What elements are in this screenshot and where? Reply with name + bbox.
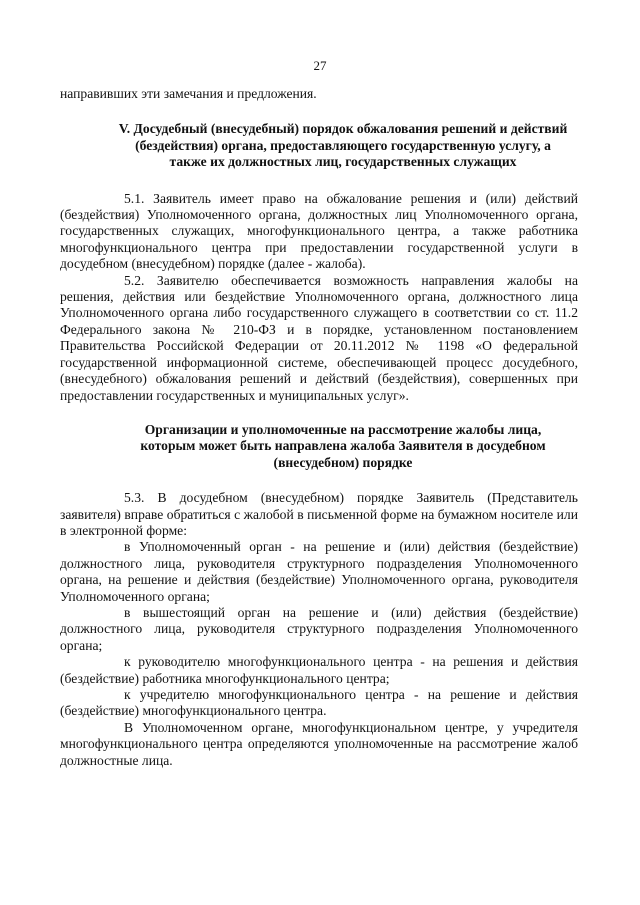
document-body — [60, 86, 578, 769]
section-heading: V. Досудебный (внесудебный) порядок обжалования решений и действий (бездействия) органа, предоставляющего государственную услугу, а также их должностных лиц, государственных служащих — [118, 121, 568, 170]
continuation-paragraph: направивших эти замечания и предложения. — [60, 86, 317, 101]
paragraph-5-1: 5.1. Заявитель имеет право на обжалование решения и (или) действий (бездействия) Уполномоченного органа, должностных лиц Уполномоченного органа, государственных служащих, многофункционального центра, а также работника многофункционального центра при предоставлении государственной услуги в досудебном (внесудебном) порядке (далее - жалоба). — [60, 190, 578, 272]
page-number: 27 — [313, 58, 327, 73]
list-item: В Уполномоченном органе, многофункциональном центре, у учредителя многофункционального центра определяются уполномоченные на рассмотрение жалоб должностные лица. — [60, 719, 578, 768]
subsection-heading: Организации и уполномоченные на рассмотрение жалобы лица, которым может быть направлена жалоба Заявителя в досудебном (внесудебном) порядке — [140, 421, 546, 470]
list-item: к учредителю многофункционального центра - на решение и действия (бездействие) многофункционального центра. — [60, 687, 578, 719]
paragraph-5-2: 5.2. Заявителю обеспечивается возможность направления жалобы на решения, действия или бездействие Уполномоченного органа, должностного лица Уполномоченного органа либо государственного служащего в соответствии со ст. 11.2 Федерального закона № 210-ФЗ и в порядке, установленном постановлением Правительства Российской Федерации от 20.11.2012 № 1198 «О федеральной государственной информационной системе, обеспечивающей процесс досудебного, (внесудебного) обжалования решений и действий (бездействия), совершенных при предоставлении государственных и муниципальных услуг». — [60, 272, 578, 403]
list-item: в вышестоящий орган на решение и (или) действия (бездействие) должностного лица, руководителя структурного подразделения Уполномоченного органа; — [60, 604, 578, 653]
paragraph-5-3: 5.3. В досудебном (внесудебном) порядке Заявитель (Представитель заявителя) вправе обратиться с жалобой в письменной форме на бумажном носителе или в электронной форме: — [60, 490, 578, 538]
list-item: в Уполномоченный орган - на решение и (или) действия (бездействие) должностного лица, руководителя структурного подразделения Уполномоченного органа, на решение и действия (бездействие) Уполномоченного органа, руководителя Уполномоченного органа; — [60, 539, 578, 604]
list-item: к руководителю многофункционального центра - на решения и действия (бездействие) работника многофункционального центра; — [60, 654, 578, 686]
